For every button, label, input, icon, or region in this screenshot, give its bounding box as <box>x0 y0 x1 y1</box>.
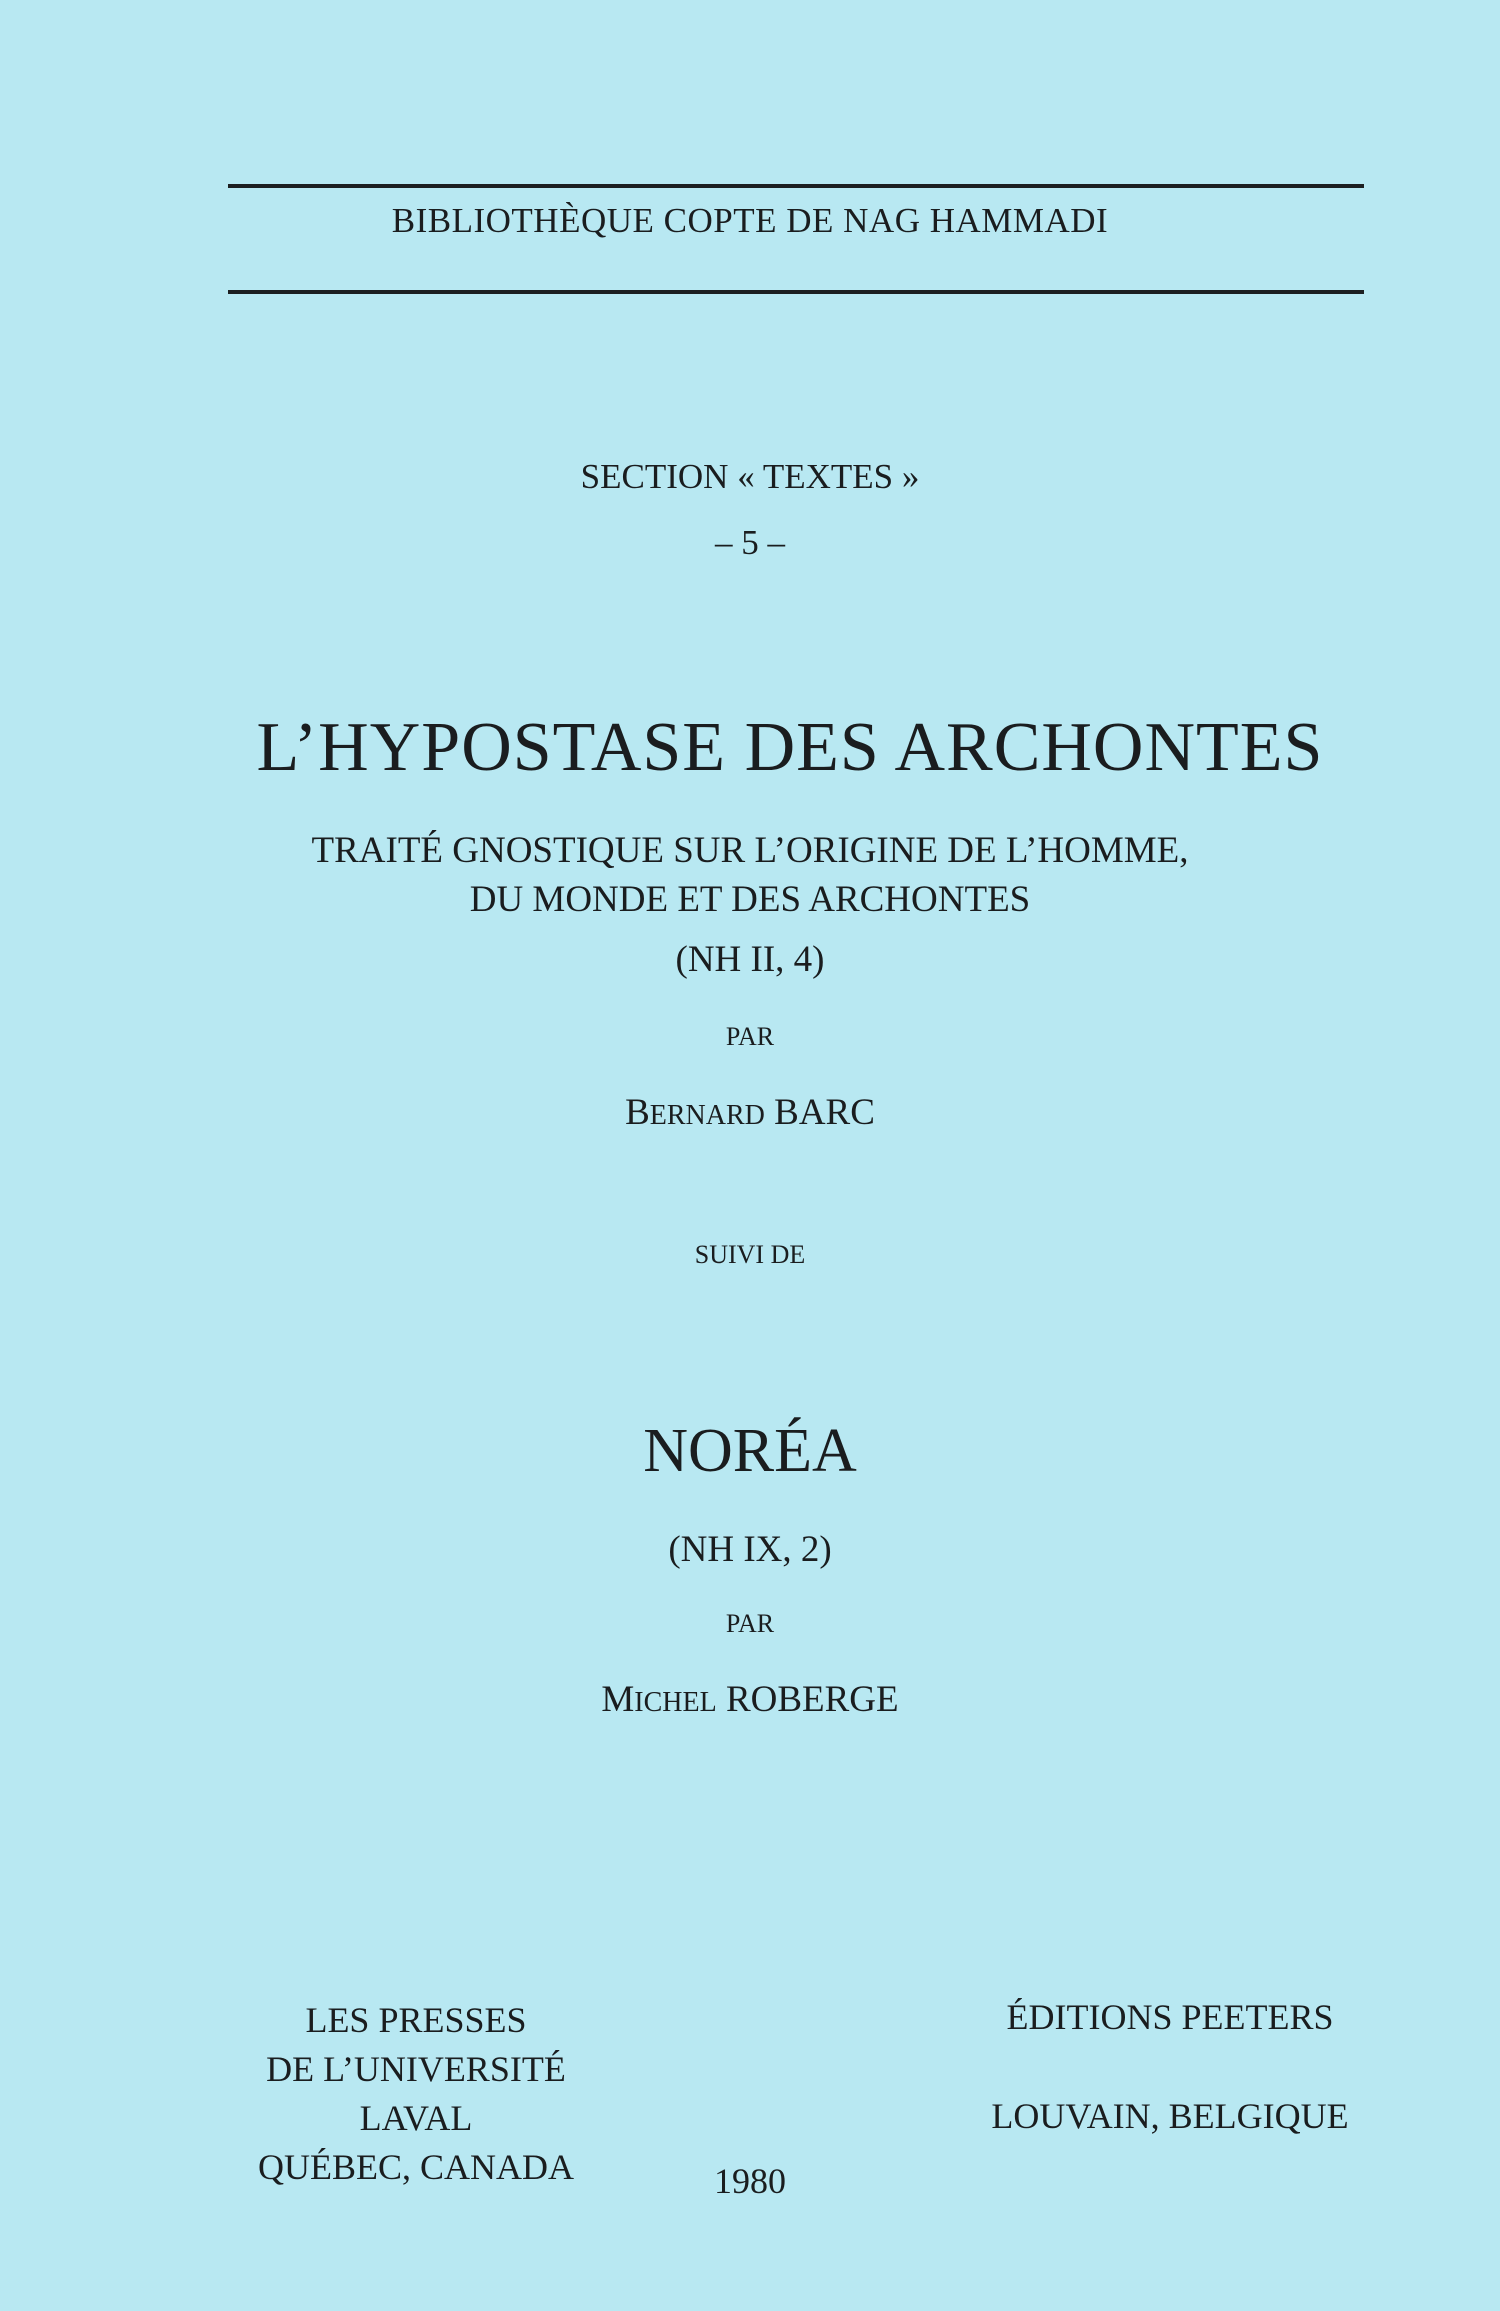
author-2-first-name-rest: ICHEL <box>634 1687 717 1718</box>
author-2-initial: M <box>601 1679 635 1720</box>
by-label-2: PAR <box>725 1609 775 1638</box>
author-1-first-name-rest: ERNARD <box>649 1100 765 1131</box>
series-title: BIBLIOTHÈQUE COPTE DE NAG HAMMADI <box>391 201 1109 240</box>
publisher-laval-line-3: QUÉBEC, CANADA <box>257 2147 574 2187</box>
subtitle-line-1: TRAITÉ GNOSTIQUE SUR L’ORIGINE DE L’HOMME, <box>311 830 1189 871</box>
top-rule <box>228 184 1364 188</box>
codex-reference-1: (NH II, 4) <box>675 939 825 980</box>
author-2 <box>0 1678 1500 1721</box>
publisher-peeters-location: LOUVAIN, BELGIQUE <box>991 2096 1349 2136</box>
author-1-initial: B <box>625 1092 650 1133</box>
publisher-peeters: ÉDITIONS PEETERS <box>1006 1997 1334 2037</box>
codex-reference-2: (NH IX, 2) <box>668 1529 832 1570</box>
section-label: SECTION « TEXTES » <box>580 457 920 496</box>
publication-year: 1980 <box>714 2161 786 2201</box>
subtitle-line-2: DU MONDE ET DES ARCHONTES <box>469 879 1031 920</box>
author-2-last-name: ROBERGE <box>725 1679 899 1720</box>
followed-by-label: SUIVI DE <box>694 1240 806 1269</box>
by-label-1: PAR <box>725 1022 775 1051</box>
publisher-laval-line-2: DE L’UNIVERSITÉ LAVAL <box>266 2049 566 2138</box>
publisher-laval-line-1: LES PRESSES <box>305 2000 527 2040</box>
volume-number: – 5 – <box>715 523 785 562</box>
author-1 <box>0 1091 1500 1134</box>
author-1-last-name: BARC <box>774 1092 875 1133</box>
main-title: L’HYPOSTASE DES ARCHONTES <box>256 709 1324 786</box>
second-title: NORÉA <box>643 1417 857 1485</box>
series-bottom-rule <box>228 290 1364 294</box>
